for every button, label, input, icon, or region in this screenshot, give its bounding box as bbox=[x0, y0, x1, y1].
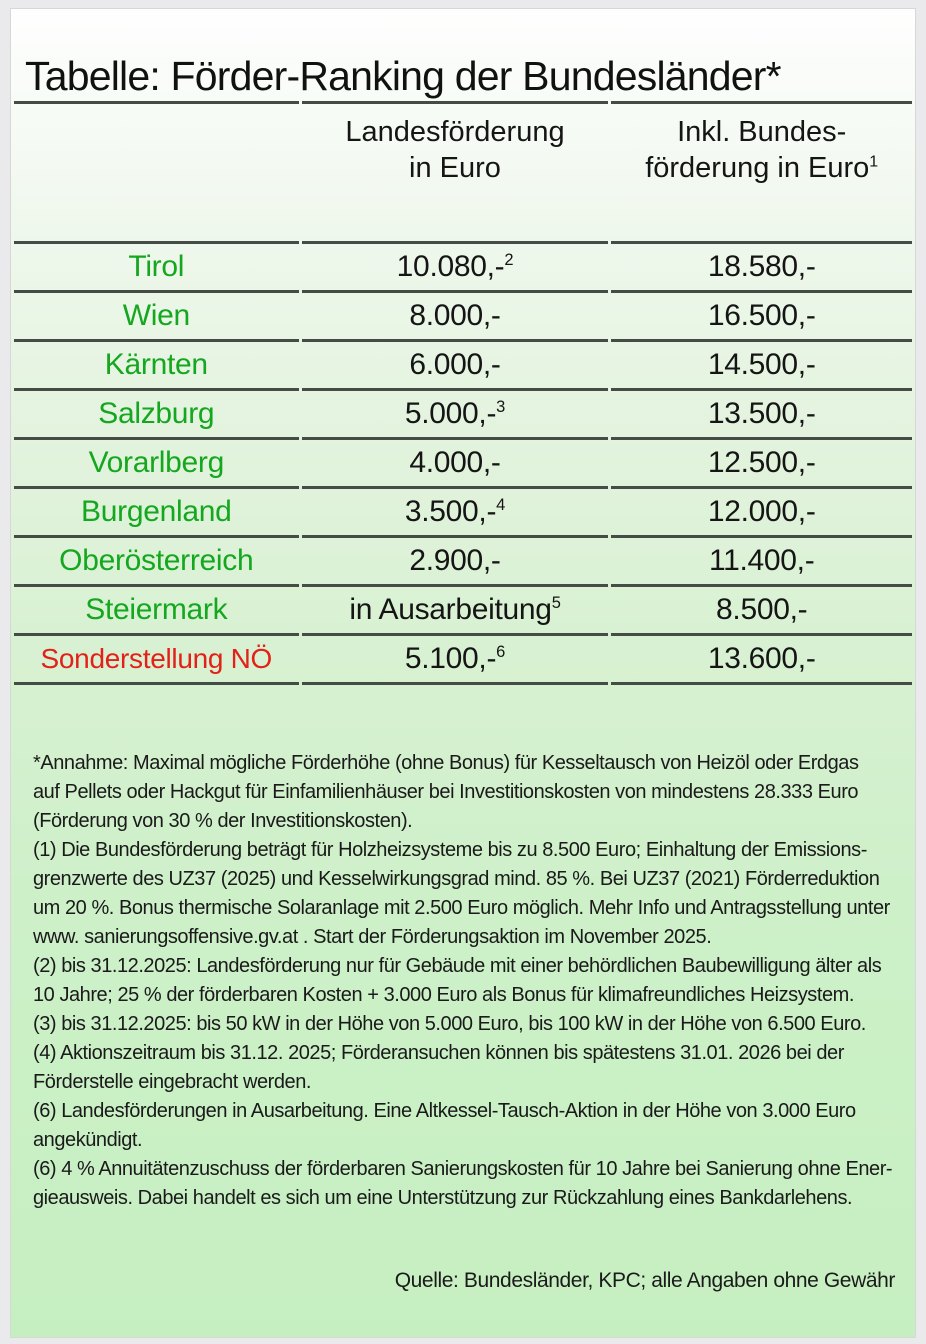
value-text: 10.080,- bbox=[396, 250, 505, 283]
landesfoerderung-cell bbox=[302, 342, 609, 391]
footnote-marker: 4 bbox=[496, 496, 506, 514]
table-row bbox=[14, 391, 912, 440]
header-col-landesfoerderung bbox=[302, 101, 609, 244]
footnote-marker: 3 bbox=[496, 398, 506, 416]
footnote-line: *Annahme: Maximal mögliche Förderhöhe (ohne Bonus) für Kesseltausch von Heizöl oder Erdgas bbox=[33, 752, 859, 774]
bundesfoerderung-cell: 11.400,- bbox=[611, 538, 912, 587]
bundesfoerderung-cell: 16.500,- bbox=[611, 293, 912, 342]
header-col-bundesfoerderung bbox=[611, 101, 912, 244]
state-cell: Steiermark bbox=[14, 587, 299, 636]
landesfoerderung-cell bbox=[302, 489, 609, 538]
table-row bbox=[14, 293, 912, 342]
table-row bbox=[14, 489, 912, 538]
header-line bbox=[611, 150, 912, 186]
footnote-line: (6) Landesförderungen in Ausarbeitung. Eine Altkessel-Tausch-Aktion in der Höhe von 3.000 Euro bbox=[33, 1100, 856, 1122]
landesfoerderung-cell bbox=[302, 538, 609, 587]
source-credit: Quelle: Bundesländer, KPC; alle Angaben ohne Gewähr bbox=[394, 1269, 895, 1292]
bundesfoerderung-cell: 8.500,- bbox=[611, 587, 912, 636]
landesfoerderung-cell bbox=[302, 293, 609, 342]
bundesfoerderung-cell: 13.500,- bbox=[611, 391, 912, 440]
footnote-line: grenzwerte des UZ37 (2025) und Kesselwirkungsgrad mind. 85 %. Bei UZ37 (2021) Förderreduktion bbox=[33, 868, 880, 890]
bundesfoerderung-cell: 14.500,- bbox=[611, 342, 912, 391]
landesfoerderung-cell bbox=[302, 440, 609, 489]
state-cell: Burgenland bbox=[14, 489, 299, 538]
footnote-line: (2) bis 31.12.2025: Landesförderung nur für Gebäude mit einer behördlichen Baubewilligung älter als bbox=[33, 955, 882, 977]
page-title: Tabelle: Förder-Ranking der Bundesländer* bbox=[25, 53, 781, 99]
table-row bbox=[14, 587, 912, 636]
footnote-line: um 20 %. Bonus thermische Solaranlage mit 2.500 Euro möglich. Mehr Info und Antragsstellung unter bbox=[33, 897, 890, 919]
footnote-line: (3) bis 31.12.2025: bis 50 kW in der Höhe von 5.000 Euro, bis 100 kW in der Höhe von 6.500 Euro. bbox=[33, 1013, 866, 1035]
bundesfoerderung-cell: 18.580,- bbox=[611, 244, 912, 293]
footnote-line: angekündigt. bbox=[33, 1129, 143, 1151]
table-row bbox=[14, 244, 912, 293]
footnote-line: (4) Aktionszeitraum bis 31.12. 2025; Förderansuchen können bis spätestens 31.01. 2026 bei der bbox=[33, 1042, 844, 1064]
footnote-line: (Förderung von 30 % der Investitionskosten). bbox=[33, 810, 413, 832]
state-cell: Sonderstellung NÖ bbox=[14, 636, 299, 685]
bundesfoerderung-cell: 12.500,- bbox=[611, 440, 912, 489]
footnotes-block bbox=[11, 749, 915, 1213]
infographic-sheet bbox=[10, 8, 916, 1338]
footnote-line: auf Pellets oder Hackgut für Einfamilienhäuser bei Investitionskosten von mindestens 28.333 Euro bbox=[33, 781, 859, 803]
footnote-line: 10 Jahre; 25 % der förderbaren Kosten + 3.000 Euro als Bonus für klimafreundliches Heizsystem. bbox=[33, 984, 854, 1006]
footnote-line: (1) Die Bundesförderung beträgt für Holzheizsysteme bis zu 8.500 Euro; Einhaltung der Emissions- bbox=[33, 839, 867, 861]
table-row bbox=[14, 636, 912, 685]
header-line: in Euro bbox=[409, 152, 501, 184]
state-cell: Vorarlberg bbox=[14, 440, 299, 489]
state-cell: Kärnten bbox=[14, 342, 299, 391]
table-row bbox=[14, 538, 912, 587]
value-text: 5.100,- bbox=[404, 642, 497, 675]
landesfoerderung-cell bbox=[302, 244, 609, 293]
footnote-marker: 2 bbox=[504, 251, 514, 269]
landesfoerderung-cell bbox=[302, 391, 609, 440]
header-text: förderung in Euro bbox=[645, 152, 870, 184]
header-col-state bbox=[14, 101, 299, 244]
footnote-line: www. sanierungsoffensive.gv.at . Start der Förderungsaktion im November 2025. bbox=[33, 926, 712, 948]
value-text: 2.900,- bbox=[409, 544, 501, 577]
table-header-row bbox=[14, 101, 912, 244]
bundesfoerderung-cell: 12.000,- bbox=[611, 489, 912, 538]
value-text: 5.000,- bbox=[404, 397, 497, 430]
value-text: in Ausarbeitung bbox=[349, 593, 552, 626]
value-text: 6.000,- bbox=[409, 348, 501, 381]
state-cell: Wien bbox=[14, 293, 299, 342]
title-bar bbox=[11, 9, 915, 101]
header-line: Landesförderung bbox=[345, 116, 565, 148]
landesfoerderung-cell bbox=[302, 636, 609, 685]
footnote-marker: 6 bbox=[496, 643, 506, 661]
footnote-marker: 1 bbox=[869, 153, 879, 171]
value-text: 3.500,- bbox=[404, 495, 497, 528]
landesfoerderung-cell bbox=[302, 587, 609, 636]
table-row bbox=[14, 342, 912, 391]
bundesfoerderung-cell: 13.600,- bbox=[611, 636, 912, 685]
state-cell: Salzburg bbox=[14, 391, 299, 440]
state-cell: Oberösterreich bbox=[14, 538, 299, 587]
header-line: Inkl. Bundes- bbox=[677, 116, 847, 148]
footnote-line: Förderstelle eingebracht werden. bbox=[33, 1071, 311, 1093]
footnote-line: gieausweis. Dabei handelt es sich um eine Unterstützung zur Rückzahlung eines Bankdarlehens. bbox=[33, 1187, 853, 1209]
value-text: 8.000,- bbox=[409, 299, 501, 332]
state-cell: Tirol bbox=[14, 244, 299, 293]
footnote-marker: 5 bbox=[551, 594, 561, 612]
footnote-line: (6) 4 % Annuitätenzuschuss der förderbaren Sanierungskosten für 10 Jahre bei Sanierung ohne Ener- bbox=[33, 1158, 893, 1180]
value-text: 4.000,- bbox=[409, 446, 501, 479]
foerder-ranking-table bbox=[11, 101, 915, 685]
table-row bbox=[14, 440, 912, 489]
